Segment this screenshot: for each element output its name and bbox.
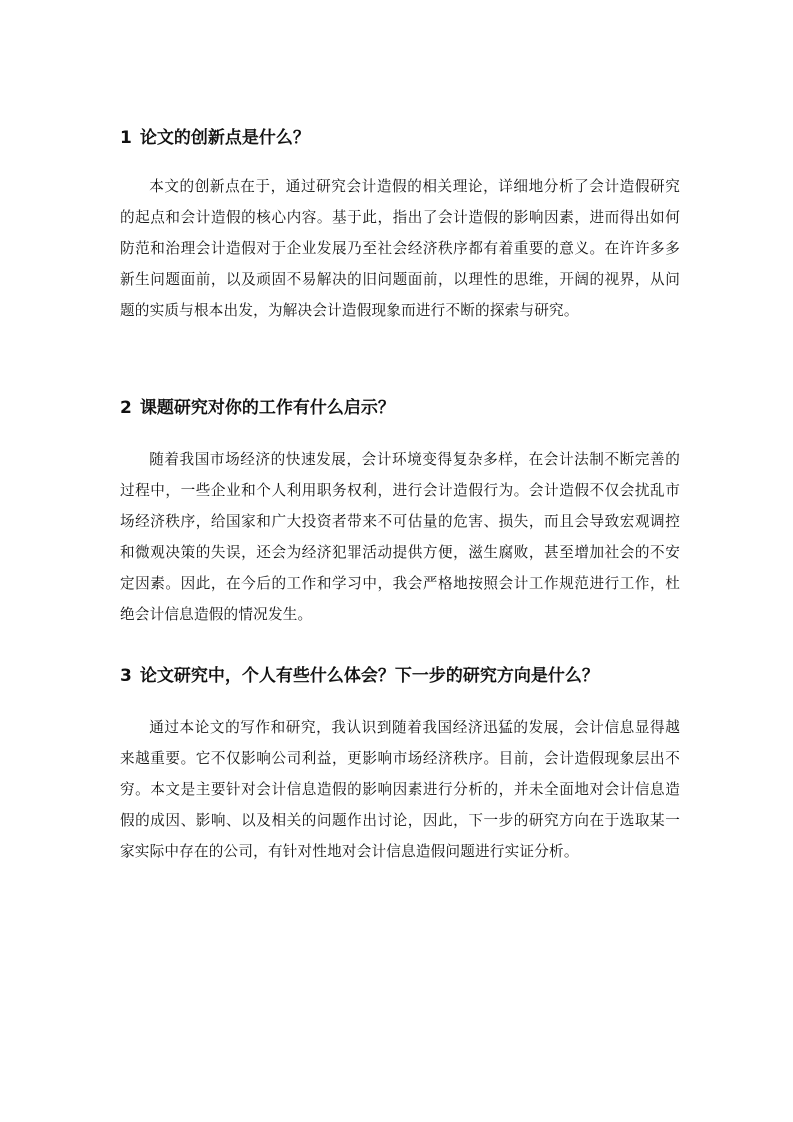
section-number: 2 — [120, 398, 132, 418]
section-number: 1 — [120, 128, 132, 148]
section-paragraph: 本文的创新点在于，通过研究会计造假的相关理论，详细地分析了会计造假研究的起点和会计造假的核心内容。基于此，指出了会计造假的影响因素，进而得出如何防范和治理会计造假对于企业发展乃至社会经济秩序都有着重要的意义。在许许多多新生问题面前，以及顽固不易解决的旧问题面前，以理性的思维，开阔的视界，从问题的实质与根本出发，为解决会计造假现象而进行不断的探索与研究。 — [120, 178, 680, 320]
section-heading — [120, 127, 680, 149]
section-heading — [120, 397, 680, 419]
section-title: 论文的创新点是什么？ — [139, 128, 310, 148]
section-heading — [120, 665, 680, 687]
section-paragraph: 通过本论文的写作和研究，我认识到随着我国经济迅猛的发展，会计信息显得越来越重要。它不仅影响公司利益，更影响市场经济秩序。目前，会计造假现象层出不穷。本文是主要针对会计信息造假的影响因素进行分析的，并未全面地对会计信息造假的成因、影响、以及相关的问题作出讨论，因此，下一步的研究方向在于选取某一家实际中存在的公司，有针对性地对会计信息造假问题进行实证分析。 — [120, 719, 680, 861]
section-paragraph: 随着我国市场经济的快速发展，会计环境变得复杂多样，在会计法制不断完善的过程中，一些企业和个人利用职务权利，进行会计造假行为。会计造假不仅会扰乱市场经济秩序，给国家和广大投资者带来不可估量的危害、损失，而且会导致宏观调控和微观决策的失误，还会为经济犯罪活动提供方便，滋生腐败，甚至增加社会的不安定因素。因此，在今后的工作和学习中，我会严格地按照会计工作规范进行工作，杜绝会计信息造假的情况发生。 — [120, 451, 680, 624]
section-title: 课题研究对你的工作有什么启示？ — [139, 398, 395, 418]
section-1 — [120, 127, 680, 326]
section-2 — [120, 397, 680, 631]
section-3 — [120, 665, 680, 867]
section-number: 3 — [120, 666, 132, 686]
section-title: 论文研究中，个人有些什么体会？下一步的研究方向是什么？ — [139, 666, 599, 686]
